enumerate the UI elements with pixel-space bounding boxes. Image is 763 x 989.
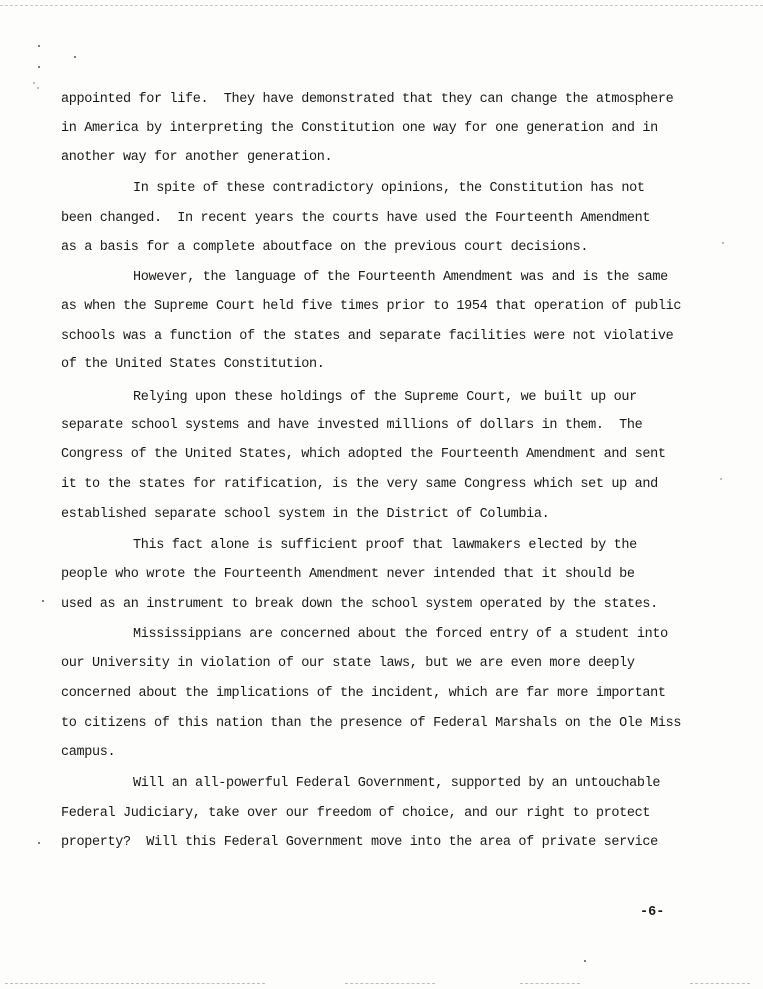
text-line: as a basis for a complete aboutface on the previous court decisions. — [61, 240, 589, 255]
text-line: campus. — [61, 745, 116, 760]
text-line: This fact alone is sufficient proof that lawmakers elected by the — [133, 538, 637, 553]
text-line: In spite of these contradictory opinions, the Constitution has not — [133, 181, 645, 196]
margin-speck — [33, 82, 35, 84]
text-line: our University in violation of our state laws, but we are even more deeply — [61, 656, 635, 671]
text-line: separate school systems and have invested millions of dollars in them. The — [61, 418, 643, 433]
text-line: concerned about the implications of the incident, which are far more important — [61, 686, 666, 701]
top-edge-rule — [0, 5, 763, 6]
text-line: Will an all-powerful Federal Government, supported by an untouchable — [133, 776, 661, 791]
text-line: in America by interpreting the Constitution one way for one generation and in — [61, 121, 658, 136]
text-line: used as an instrument to break down the school system operated by the states. — [61, 597, 658, 612]
text-line: to citizens of this nation than the presence of Federal Marshals on the Ole Miss — [61, 716, 682, 731]
text-line: Federal Judiciary, take over our freedom of choice, and our right to protect — [61, 806, 651, 821]
margin-speck — [38, 66, 40, 68]
text-line: schools was a function of the states and separate facilities were not violative — [61, 329, 674, 344]
text-line: property? Will this Federal Government move into the area of private service — [61, 835, 658, 850]
text-line: Relying upon these holdings of the Supreme Court, we built up our — [133, 390, 637, 405]
text-line: as when the Supreme Court held five times prior to 1954 that operation of public — [61, 299, 682, 314]
margin-speck — [38, 45, 40, 47]
text-line: Congress of the United States, which adopted the Fourteenth Amendment and sent — [61, 447, 666, 462]
margin-speck — [720, 478, 722, 480]
margin-speck — [584, 960, 586, 962]
text-line: it to the states for ratification, is the very same Congress which set up and — [61, 477, 658, 492]
text-line: of the United States Constitution. — [61, 357, 325, 372]
text-line: appointed for life. They have demonstrated that they can change the atmosphere — [61, 92, 674, 107]
margin-speck — [74, 56, 76, 58]
bottom-edge-rule — [690, 983, 750, 984]
text-line: people who wrote the Fourteenth Amendment never intended that it should be — [61, 567, 635, 582]
text-line: another way for another generation. — [61, 150, 333, 165]
margin-speck — [42, 600, 44, 602]
text-line: established separate school system in the District of Columbia. — [61, 507, 550, 522]
page-number: -6- — [640, 905, 665, 920]
text-line: However, the language of the Fourteenth Amendment was and is the same — [133, 270, 668, 285]
bottom-edge-rule — [5, 983, 265, 984]
margin-speck — [38, 842, 40, 844]
bottom-edge-rule — [520, 983, 580, 984]
text-line: been changed. In recent years the courts have used the Fourteenth Amendment — [61, 211, 651, 226]
text-line: Mississippians are concerned about the forced entry of a student into — [133, 627, 668, 642]
margin-speck — [37, 87, 39, 89]
margin-speck — [722, 242, 724, 244]
bottom-edge-rule — [345, 983, 435, 984]
